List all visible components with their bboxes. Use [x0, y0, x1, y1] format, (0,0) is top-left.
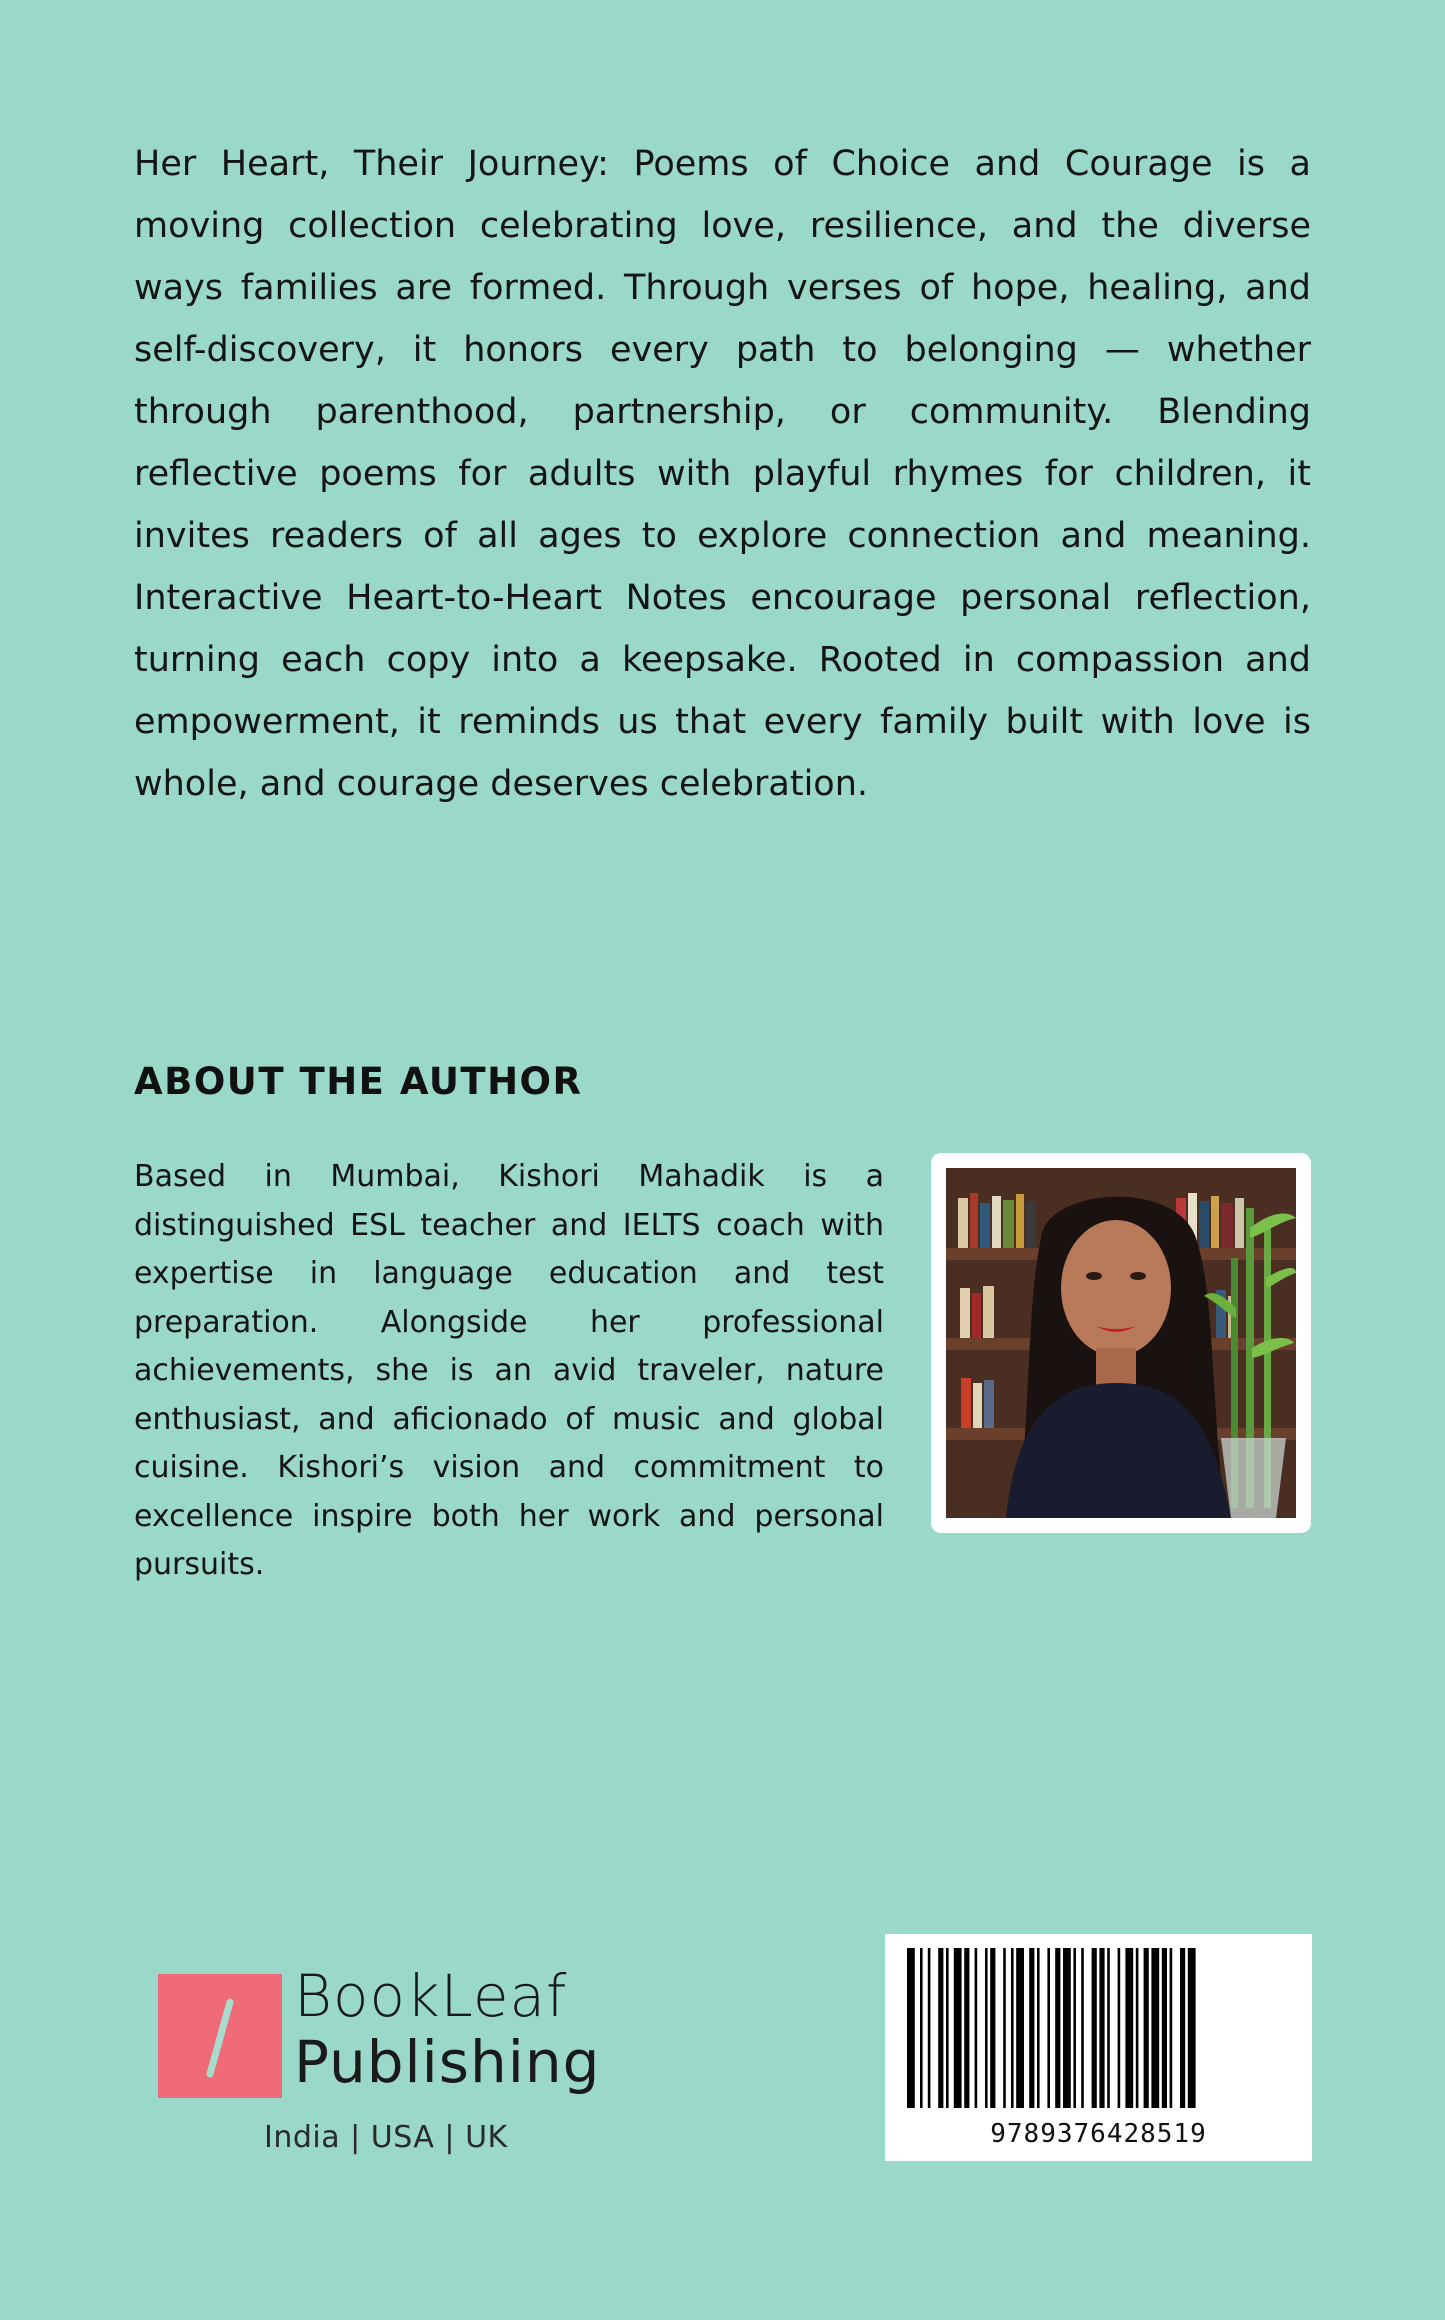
barcode-bar — [928, 1948, 931, 2108]
barcode-bar — [1099, 1948, 1104, 2108]
barcode-icon — [901, 1948, 1296, 2113]
barcode-bar — [990, 1948, 995, 2108]
barcode-bar — [1016, 1948, 1024, 2108]
barcode-bar — [954, 1948, 962, 2108]
barcode-bar — [1081, 1948, 1084, 2108]
barcode-bar — [907, 1948, 915, 2108]
author-photo — [931, 1153, 1311, 1533]
barcode-bar — [1047, 1948, 1050, 2108]
barcode-bar — [1092, 1948, 1097, 2108]
barcode-bar — [1073, 1948, 1076, 2108]
barcode-bar — [920, 1948, 923, 2108]
publisher-regions: India | USA | UK — [264, 2120, 508, 2155]
barcode-bar — [1118, 1948, 1121, 2108]
barcode-bar — [1125, 1948, 1133, 2108]
barcode-bar — [1011, 1948, 1014, 2108]
barcode-bar — [1136, 1948, 1139, 2108]
author-bio: Based in Mumbai, Kishori Mahadik is a distinguished ESL teacher and IELTS coach with expertise in language education and test preparation. Alongside her professional achievements, she is an avid traveler, nature enthusiast, and aficionado of music and global cuisine. Kishori’s vision and commitment to excellence inspire both her work and personal pursuits. — [134, 1159, 884, 1582]
barcode-bar — [1003, 1948, 1006, 2108]
barcode-bar — [1055, 1948, 1060, 2108]
barcode-bar — [946, 1948, 949, 2108]
bookleaf-mark-icon — [158, 1974, 282, 2098]
barcode-bar — [1151, 1948, 1159, 2108]
barcode-bar — [938, 1948, 943, 2108]
book-blurb: Her Heart, Their Journey: Poems of Choice and Courage is a moving collection celebrating love, resilience, and the diverse ways families are formed. Through verses of hope, healing, and self-discovery, it honors every path to belonging — whether through parenthood, partnership, or community. Blending reflective poems for adults with playful rhymes for children, it invites readers of all ages to explore connection and meaning. Interactive Heart-to-Heart Notes encourage personal reflection, turning each copy into a keepsake. Rooted in compassion and empowerment, it reminds us that every family built with love is whole, and courage deserves celebration. — [134, 144, 1311, 804]
barcode-bar — [1180, 1948, 1185, 2108]
barcode-bar — [1063, 1948, 1071, 2108]
isbn-barcode — [885, 1934, 1312, 2161]
barcode-bar — [1144, 1948, 1149, 2108]
barcode-bar — [985, 1948, 988, 2108]
publisher-logo — [158, 1962, 608, 2172]
about-author-heading: ABOUT THE AUTHOR — [134, 1060, 583, 1103]
barcode-bar — [1170, 1948, 1173, 2108]
isbn-number: 9789376428519 — [990, 2119, 1207, 2149]
barcode-bar — [1029, 1948, 1034, 2108]
barcode-bar — [1188, 1948, 1196, 2108]
barcode-bar — [964, 1948, 969, 2108]
barcode-bar — [1107, 1948, 1110, 2108]
barcode-bar — [975, 1948, 978, 2108]
author-portrait-image — [946, 1168, 1296, 1518]
barcode-bar — [1162, 1948, 1167, 2108]
publisher-name-line1: BookLeaf — [294, 1962, 568, 2030]
barcode-bar — [1037, 1948, 1040, 2108]
publisher-name-line2: Publishing — [294, 2028, 601, 2096]
